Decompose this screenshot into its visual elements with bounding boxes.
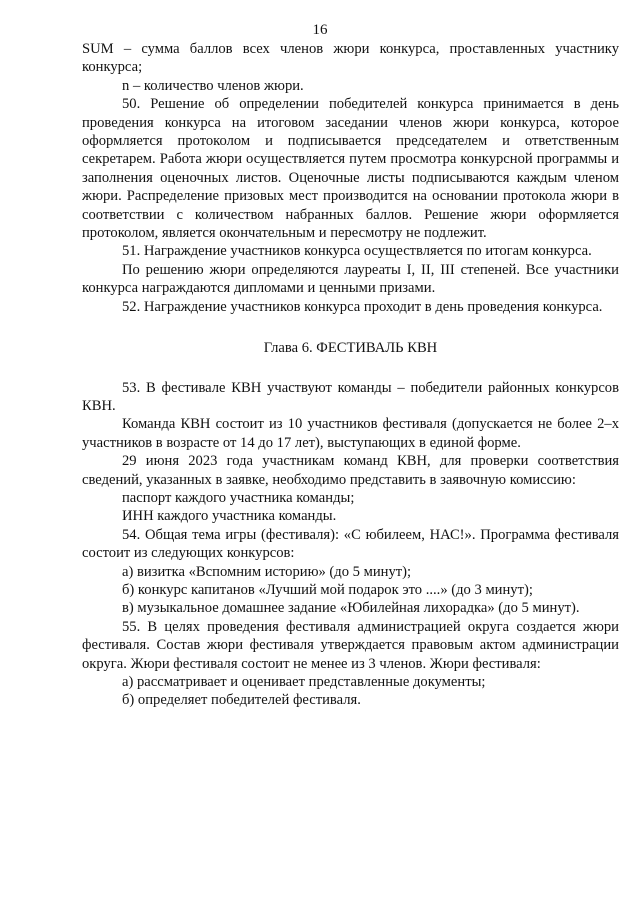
- paragraph-54: 54. Общая тема игры (фестиваля): «С юбилеем, НАС!». Программа фестиваля состоит из следующих конкурсов:: [82, 526, 619, 562]
- paragraph-sum-definition: SUM – сумма баллов всех членов жюри конкурса, проставленных участнику конкурса;: [82, 41, 619, 76]
- page-number: 16: [312, 22, 328, 38]
- list-item-jury-duty: а) рассматривает и оценивает представленные документы;: [122, 674, 486, 690]
- paragraph-documents-intro: 29 июня 2023 года участникам команд КВН, для проверки соответствия сведений, указанных в заявке, необходимо представить в заявочную комиссию:: [82, 453, 619, 488]
- chapter-heading: Глава 6. ФЕСТИВАЛЬ КВН: [263, 340, 438, 357]
- document-body: [82, 40, 619, 710]
- paragraph-51: 51. Награждение участников конкурса осуществляется по итогам конкурса.: [122, 243, 592, 260]
- list-item-contest: б) конкурс капитанов «Лучший мой подарок это ....» (до 3 минут);: [122, 581, 533, 598]
- list-item-contest: в) музыкальное домашнее задание «Юбилейная лихорадка» (до 5 минут).: [122, 600, 580, 617]
- list-item-contest: а) визитка «Вспомним историю» (до 5 минут);: [122, 563, 412, 580]
- paragraph-n-definition: n – количество членов жюри.: [122, 77, 304, 94]
- paragraph-50: 50. Решение об определении победителей конкурса принимается в день проведения конкурса на итоговом заседании членов жюри конкурса, которое оформляется протоколом и подписывается председателем и ответственным секретарем. Работа жюри осуществляется путем просмотра конкурсной программы и заполнения оценочных листов. Оценочные листы подписываются каждым членом жюри. Распределение призовых мест производится на основании протокола жюри в соответствии с количеством набранных баллов. Решение жюри оформляется протоколом, является окончательным и пересмотру не подлежит.: [82, 96, 619, 242]
- paragraph-55: 55. В целях проведения фестиваля администрацией округа создается жюри фестиваля. Состав жюри фестиваля утверждается правовым актом администрации округа. Жюри фестиваля состоит не менее из 3 членов. Жюри фестиваля:: [82, 618, 619, 672]
- paragraph-team: Команда КВН состоит из 10 участников фестиваля (допускается не более 2–х участников в возрасте от 14 до 17 лет), выступающих в единой форме.: [82, 416, 619, 451]
- list-item-document: паспорт каждого участника команды;: [122, 489, 355, 506]
- paragraph-52: 52. Награждение участников конкурса проходит в день проведения конкурса.: [122, 298, 603, 315]
- list-item-document: ИНН каждого участника команды.: [122, 508, 337, 525]
- paragraph-laureates: По решению жюри определяются лауреаты I, II, III степеней. Все участники конкурса награждаются дипломами и ценными призами.: [82, 261, 619, 297]
- paragraph-53: 53. В фестивале КВН участвуют команды – победители районных конкурсов КВН.: [82, 379, 619, 414]
- list-item-jury-duty: б) определяет победителей фестиваля.: [122, 692, 361, 709]
